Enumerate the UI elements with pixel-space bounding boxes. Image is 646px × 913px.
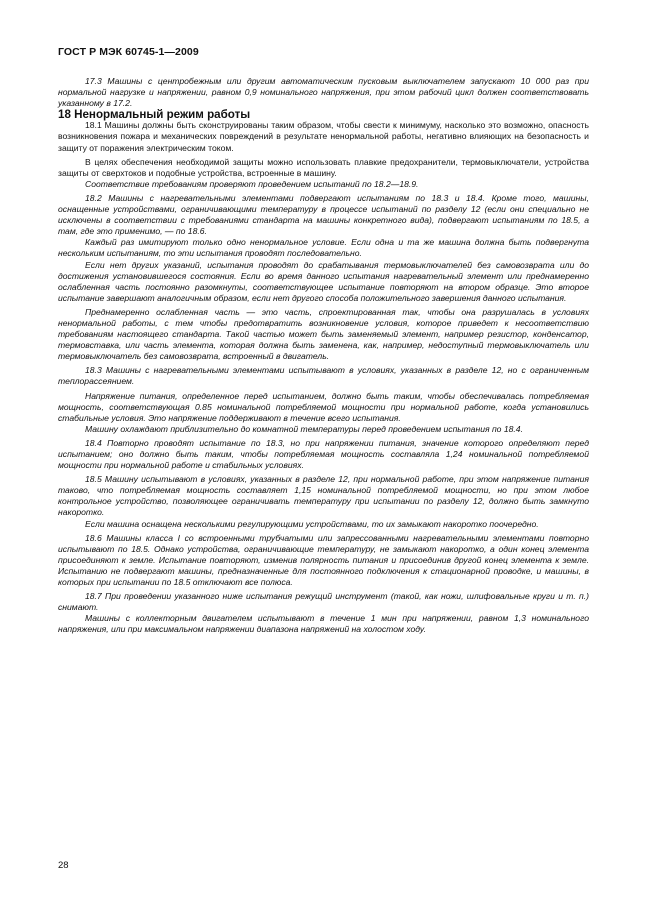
paragraph: 18.4 Повторно проводят испытание по 18.3, но при напряжении питания, значение которого определяют перед испытанием; оно должно быть таким, чтобы потребляемая мощность составляла 1,24 номинальной потребляемой мощности при нормальной работе и стабильных условиях. [58, 437, 589, 471]
paragraph: Каждый раз имитируют только одно ненормальное условие. Если одна и та же машина должна быть подвергнута нескольким испытаниям, то эти испытания проводят последовательно. [58, 237, 589, 259]
paragraph: 18.1 Машины должны быть сконструированы таким образом, чтобы свести к минимуму, насколько это возможно, опасность возникновения пожара и механических повреждений в результате ненормальной работы, негативно влияющих на безопасность и защиту от поражения электрическим током. [58, 120, 589, 153]
paragraph: 18.5 Машину испытывают в условиях, указанных в разделе 12, при нормальной работе, при этом напряжение питания таково, что потребляемая мощность составляет 1,15 номинальной потребляемой мощности, но при этом любое контрольное устройство, позволяющее ограничивать температуру при испытании по разделу 12, должно быть замкнуто накоротко. [58, 474, 589, 518]
paragraph: Соответствие требованиям проверяют проведением испытаний по 18.2—18.9. [85, 178, 419, 189]
paragraph: Если машина оснащена несколькими регулирующими устройствами, то их замыкают накоротко поочередно. [85, 518, 539, 529]
document-header: ГОСТ Р МЭК 60745-1—2009 [58, 46, 199, 58]
paragraph: Преднамеренно ослабленная часть — это часть, спроектированная так, чтобы она разрушалась в условиях ненормальной работы, с тем чтобы предотвратить возникновение условия, которое приведет к несоответствию требованиям настоящего стандарта. Такой частью может быть заменяемый элемент, например резистор, конденсатор, термовставка, или часть элемента, которая должна быть заменена, как, например, недоступный термовыключатель или термовыключатель без самовозврата, встроенный в двигатель. [58, 306, 589, 362]
paragraph: 18.3 Машины с нагревательными элементами испытывают в условиях, указанных в разделе 12, но с ограниченным теплорассеянием. [58, 365, 589, 387]
paragraph-17-3: 17.3 Машины с центробежным или другим автоматическим пусковым выключателем запускают 10 000 раз при нормальной нагрузке и напряжении, равном 0,9 номинального напряжения, при этом рабочий цикл должен соответствовать указанному в 17.2. [58, 76, 589, 109]
paragraph: Машины с коллекторным двигателем испытывают в течение 1 мин при напряжении, равном 1,3 номинального напряжения, или при максимальном напряжении диапазона напряжений на холостом ходу. [58, 613, 589, 635]
paragraph: 18.2 Машины с нагревательными элементами подвергают испытаниям по 18.3 и 18.4. Кроме того, машины, оснащенные устройствами, ограничивающими температуру в процессе испытаний по разделу 12 (если они специально не исключены в соответствии с требованиями стандарта на машины конкретного вида), подвергают испытаниям по 18.5, а там, где это применимо, — по 18.6. [58, 192, 589, 237]
paragraph: Напряжение питания, определенное перед испытанием, должно быть таким, чтобы обеспечивалась потребляемая мощность, соответствующая 0.85 номинальной потребляемой мощности при нормальной работе, когда установились стабильные условия. Это напряжение поддерживают в течение всего испытания. [58, 390, 589, 423]
page-number: 28 [58, 860, 69, 871]
page-content [58, 76, 589, 636]
paragraph: В целях обеспечения необходимой защиты можно использовать плавкие предохранители, термовыключатели, устройства защиты от сверхтоков и подобные устройства, встроенные в машину. [58, 156, 589, 178]
paragraph: 18.7 При проведении указанного ниже испытания режущий инструмент (такой, как ножи, шлифовальные круги и т. п.) снимают. [58, 591, 589, 613]
paragraph: Если нет других указаний, испытания проводят до срабатывания термовыключателей без самовозврата или до достижения установившегося состояния. Если во время данного испытания нагревательный элемент или преднамеренно ослабленная часть постоянно разомкнуты, соответствующее испытание повторяют на втором образце. Это второе испытание завершают аналогичным образом, если нет другого способа положительного завершения данного испытания. [58, 259, 589, 303]
section-title: 18 Ненормальный режим работы [58, 108, 251, 122]
paragraph: Машину охлаждают приблизительно до комнатной температуры перед проведением испытания по 18.4. [85, 423, 523, 434]
paragraph: 18.6 Машины класса I со встроенными трубчатыми или запрессованными нагревательными элементами повторно испытывают по 18.5. Однако устройства, ограничивающие температуру, не замыкают накоротко, а один конец элемента присоединяют к земле. Испытание повторяют, изменив полярность питания и присоединив другой конец элемента к земле. Испытанию не подвергают машины, предназначенные для постоянного подключения к стационарной проводке, и машины, в которых при испытании по 18.5 отключают все полюса. [58, 532, 589, 588]
